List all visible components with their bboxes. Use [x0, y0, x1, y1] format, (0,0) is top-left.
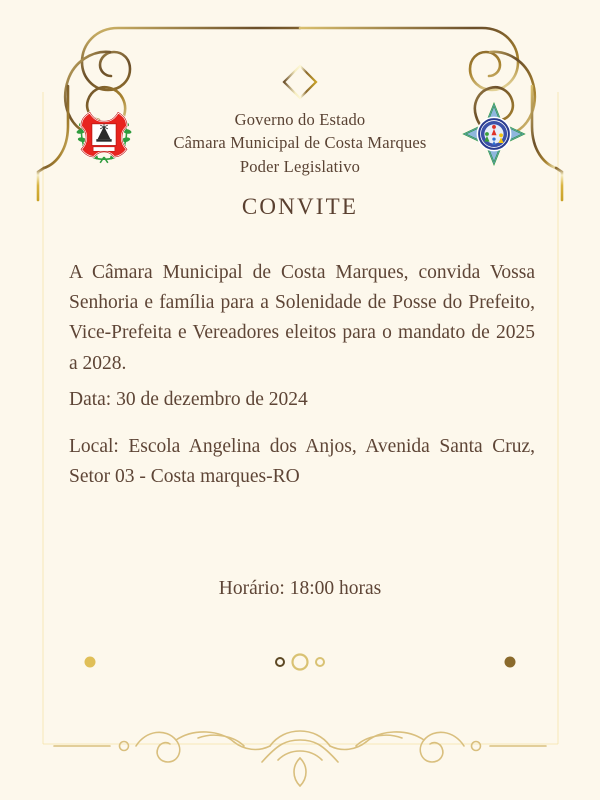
invitation-paragraph: A Câmara Municipal de Costa Marques, convida Vossa Senhoria e família para a Solenidade de Posse do Prefeito, Vice-Prefeita e Vereadores eleitos para o mandato de 2025 a 2028. [69, 262, 535, 374]
org-line-2: Câmara Municipal de Costa Marques [173, 133, 427, 153]
bottom-flourish [48, 700, 552, 790]
card-content [48, 0, 552, 800]
org-line-1: Governo do Estado [234, 110, 366, 129]
page-title: CONVITE [241, 194, 359, 219]
event-date-line: Data: 30 de dezembro de 2024 [69, 389, 308, 410]
gold-divider [48, 645, 552, 679]
event-time-line: Horário: 18:00 horas [218, 578, 382, 599]
event-location-line: Local: Escola Angelina dos Anjos, Avenida Santa Cruz, Setor 03 - Costa marques-RO [69, 436, 535, 488]
org-line-3: Poder Legislativo [239, 156, 361, 176]
organization-heading [48, 108, 552, 178]
